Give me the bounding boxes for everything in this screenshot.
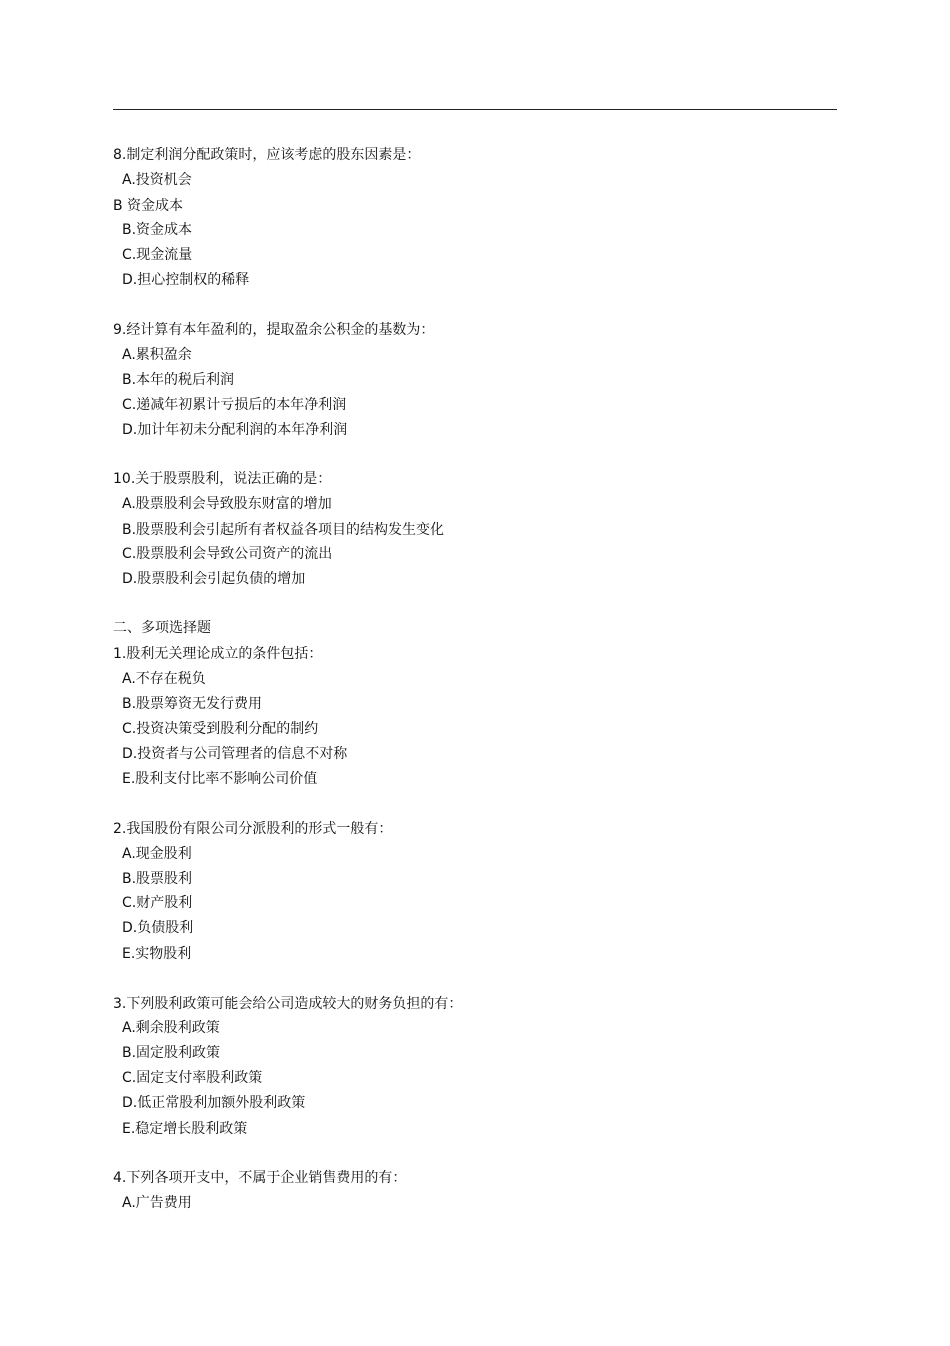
option-d: D.担心控制权的稀释: [122, 272, 250, 288]
option-b: B.资金成本: [122, 222, 193, 238]
option-b: B.固定股利政策: [122, 1045, 221, 1061]
option-d: D.负债股利: [122, 920, 194, 936]
option-b: B.股票股利会引起所有者权益各项目的结构发生变化: [122, 522, 445, 538]
question-3: 3.下列股利政策可能会给公司造成较大的财务负担的有：: [113, 996, 463, 1012]
question-8: 8.制定利润分配政策时，应该考虑的股东因素是：: [113, 147, 421, 163]
option-a: A.投资机会: [122, 172, 192, 188]
option-a: A.累积盈余: [122, 347, 192, 363]
header-rule: [113, 109, 837, 110]
option-a: A.广告费用: [122, 1195, 192, 1211]
answer-line: B 资金成本: [113, 198, 184, 214]
question-2: 2.我国股份有限公司分派股利的形式一般有：: [113, 821, 393, 837]
option-c: C.递减年初累计亏损后的本年净利润: [122, 397, 347, 413]
question-9: 9.经计算有本年盈利的，提取盈余公积金的基数为：: [113, 322, 435, 338]
option-d: D.低正常股利加额外股利政策: [122, 1095, 306, 1111]
option-c: C.固定支付率股利政策: [122, 1070, 263, 1086]
option-c: C.投资决策受到股利分配的制约: [122, 721, 319, 737]
option-a: A.股票股利会导致股东财富的增加: [122, 496, 332, 512]
option-a: A.不存在税负: [122, 671, 206, 687]
option-b: B.本年的税后利润: [122, 372, 235, 388]
option-c: C.财产股利: [122, 895, 193, 911]
option-d: D.投资者与公司管理者的信息不对称: [122, 746, 348, 762]
section-heading: 二、多项选择题: [113, 620, 211, 636]
option-e: E.股利支付比率不影响公司价值: [122, 771, 318, 787]
option-a: A.现金股利: [122, 846, 192, 862]
option-d: D.股票股利会引起负债的增加: [122, 571, 306, 587]
option-c: C.现金流量: [122, 247, 193, 263]
question-4: 4.下列各项开支中，不属于企业销售费用的有：: [113, 1170, 407, 1186]
option-a: A.剩余股利政策: [122, 1020, 220, 1036]
option-e: E.实物股利: [122, 946, 192, 962]
question-10: 10.关于股票股利，说法正确的是：: [113, 471, 332, 487]
option-d: D.加计年初未分配利润的本年净利润: [122, 422, 348, 438]
option-c: C.股票股利会导致公司资产的流出: [122, 546, 333, 562]
option-b: B.股票股利: [122, 871, 193, 887]
option-e: E.稳定增长股利政策: [122, 1121, 248, 1137]
option-b: B.股票筹资无发行费用: [122, 696, 263, 712]
question-1: 1.股利无关理论成立的条件包括：: [113, 646, 323, 662]
